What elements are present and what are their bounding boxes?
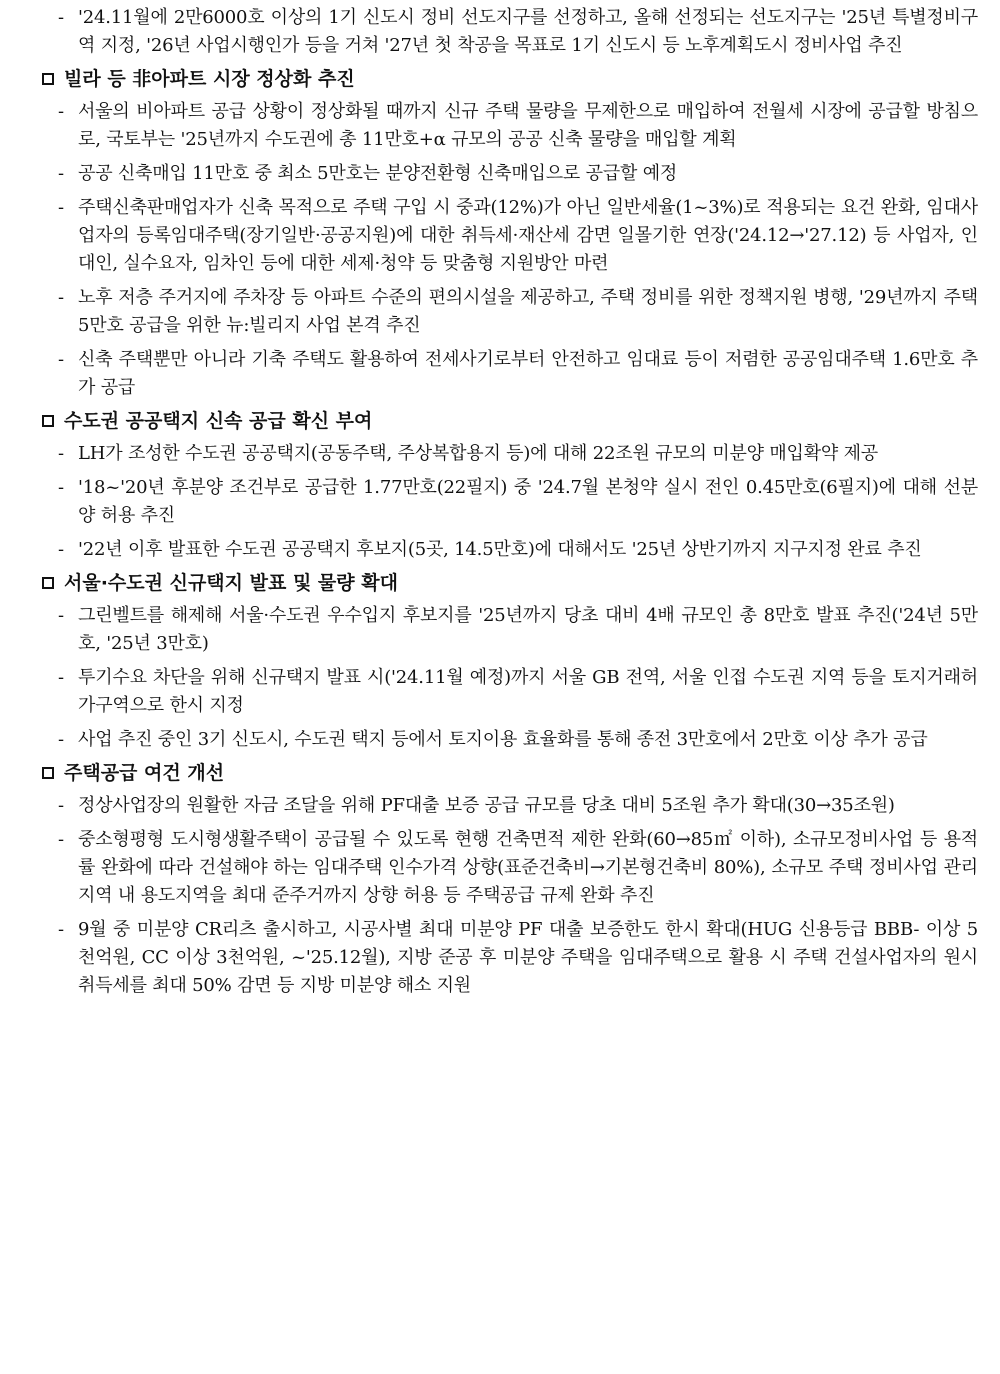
dash-bullet: -: [58, 477, 64, 498]
dash-bullet: -: [58, 919, 64, 940]
list-item: [48, 4, 978, 60]
list-item: [48, 792, 978, 820]
list-item: [48, 474, 978, 530]
checkbox-square-icon: [42, 577, 54, 589]
dash-bullet: -: [58, 443, 64, 464]
dash-bullet: -: [58, 729, 64, 750]
checkbox-square-icon: [42, 73, 54, 85]
dash-bullet: -: [58, 829, 64, 850]
list-item: [48, 160, 978, 188]
list-item: [48, 726, 978, 754]
dash-bullet: -: [58, 7, 64, 28]
item-text: 서울의 비아파트 공급 상황이 정상화될 때까지 신규 주택 물량을 무제한으로 매입하여 전월세 시장에 공급할 방침으로, 국토부는 '25년까지 수도권에 총 11만호+α 규모의 공공 신축 물량을 매입할 계획: [78, 101, 978, 150]
item-text: '22년 이후 발표한 수도권 공공택지 후보지(5곳, 14.5만호)에 대해서도 '25년 상반기까지 지구지정 완료 추진: [78, 539, 922, 560]
section-non-apartment: [48, 66, 978, 402]
section-heading: [42, 408, 978, 434]
section-title: 서울·수도권 신규택지 발표 및 물량 확대: [64, 572, 398, 594]
list-item: [48, 284, 978, 340]
list-item: [48, 536, 978, 564]
list-item: [48, 664, 978, 720]
item-text: 정상사업장의 원활한 자금 조달을 위해 PF대출 보증 공급 규모를 당초 대비 5조원 추가 확대(30→35조원): [78, 795, 895, 816]
list-item: [48, 916, 978, 1000]
section-title: 수도권 공공택지 신속 공급 확신 부여: [64, 410, 373, 432]
dash-bullet: -: [58, 163, 64, 184]
section-public-land: [48, 408, 978, 564]
section-supply-conditions: [48, 760, 978, 1000]
item-text: 공공 신축매입 11만호 중 최소 5만호는 분양전환형 신축매입으로 공급할 예정: [78, 163, 678, 184]
list-item: [48, 602, 978, 658]
list-item: [48, 440, 978, 468]
list-item: [48, 98, 978, 154]
section-new-land: [48, 570, 978, 754]
section-heading: [42, 570, 978, 596]
dash-bullet: -: [58, 197, 64, 218]
section-heading: [42, 760, 978, 786]
dash-bullet: -: [58, 539, 64, 560]
dash-bullet: -: [58, 605, 64, 626]
section-title: 주택공급 여건 개선: [64, 762, 225, 784]
checkbox-square-icon: [42, 415, 54, 427]
item-text: 사업 추진 중인 3기 신도시, 수도권 택지 등에서 토지이용 효율화를 통해 종전 3만호에서 2만호 이상 추가 공급: [78, 729, 928, 750]
dash-bullet: -: [58, 349, 64, 370]
item-text: 9월 중 미분양 CR리츠 출시하고, 시공사별 최대 미분양 PF 대출 보증한도 한시 확대(HUG 신용등급 BBB- 이상 5천억원, CC 이상 3천억원, ~'25.12월), 지방 준공 후 미분양 주택을 임대주택으로 활용 시 주택 건설사업자의 원시취득세를 최대 50% 감면 등 지방 미분양 해소 지원: [78, 919, 978, 996]
intro-list: [48, 4, 978, 60]
item-text: '24.11월에 2만6000호 이상의 1기 신도시 정비 선도지구를 선정하고, 올해 선정되는 선도지구는 '25년 특별정비구역 지정, '26년 사업시행인가 등을 거쳐 '27년 첫 착공을 목표로 1기 신도시 등 노후계획도시 정비사업 추진: [78, 7, 978, 56]
checkbox-square-icon: [42, 767, 54, 779]
list-item: [48, 194, 978, 278]
item-text: 그린벨트를 해제해 서울·수도권 우수입지 후보지를 '25년까지 당초 대비 4배 규모인 총 8만호 발표 추진('24년 5만호, '25년 3만호): [78, 605, 978, 654]
item-text: 투기수요 차단을 위해 신규택지 발표 시('24.11월 예정)까지 서울 GB 전역, 서울 인접 수도권 지역 등을 토지거래허가구역으로 한시 지정: [78, 667, 978, 716]
list-item: [48, 346, 978, 402]
dash-bullet: -: [58, 795, 64, 816]
section-title: 빌라 등 非아파트 시장 정상화 추진: [64, 68, 355, 90]
item-text: LH가 조성한 수도권 공공택지(공동주택, 주상복합용지 등)에 대해 22조원 규모의 미분양 매입확약 제공: [78, 443, 878, 464]
section-heading: [42, 66, 978, 92]
dash-bullet: -: [58, 287, 64, 308]
item-text: '18~'20년 후분양 조건부로 공급한 1.77만호(22필지) 중 '24.7월 본청약 실시 전인 0.45만호(6필지)에 대해 선분양 허용 추진: [78, 477, 978, 526]
dash-bullet: -: [58, 667, 64, 688]
dash-bullet: -: [58, 101, 64, 122]
item-text: 중소형평형 도시형생활주택이 공급될 수 있도록 현행 건축면적 제한 완화(60→85㎡ 이하), 소규모정비사업 등 용적률 완화에 따라 건설해야 하는 임대주택 인수가격 상향(표준건축비→기본형건축비 80%), 소규모 주택 정비사업 관리지역 내 용도지역을 최대 준주거까지 상향 허용 등 주택공급 규제 완화 추진: [78, 829, 978, 906]
item-text: 노후 저층 주거지에 주차장 등 아파트 수준의 편의시설을 제공하고, 주택 정비를 위한 정책지원 병행, '29년까지 주택 5만호 공급을 위한 뉴:빌리지 사업 본격 추진: [78, 287, 978, 336]
item-text: 신축 주택뿐만 아니라 기축 주택도 활용하여 전세사기로부터 안전하고 임대료 등이 저렴한 공공임대주택 1.6만호 추가 공급: [78, 349, 978, 398]
list-item: [48, 826, 978, 910]
item-text: 주택신축판매업자가 신축 목적으로 주택 구입 시 중과(12%)가 아닌 일반세율(1~3%)로 적용되는 요건 완화, 임대사업자의 등록임대주택(장기일반·공공지원)에 대한 취득세·재산세 감면 일몰기한 연장('24.12→'27.12) 등 사업자, 인대인, 실수요자, 임차인 등에 대한 세제·청약 등 맞춤형 지원방안 마련: [78, 197, 978, 274]
